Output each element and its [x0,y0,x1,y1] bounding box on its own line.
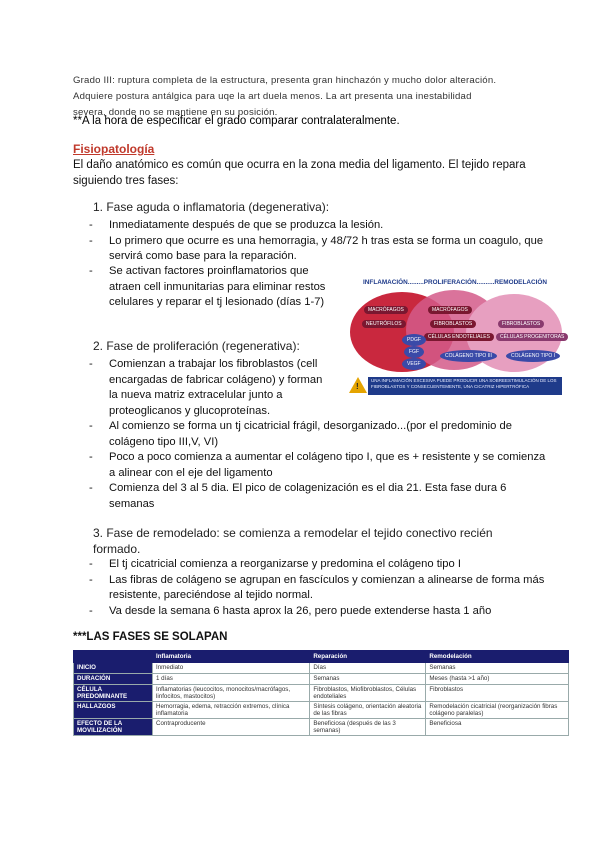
row-header: DURACIÓN [74,674,153,685]
figure-label: MACRÓFAGOS [428,306,472,314]
figure-label: FIBROBLASTOS [498,320,544,328]
table-row [74,702,569,719]
figure-footer: UNA INFLAMACIÓN EXCESIVA PUEDE PRODUCIR UNA SOBREESTIMULACIÓN DE LOS FIBROBLASTOS Y CONSECUENTEMENTE, UNA CICATRIZ HIPERTRÓFICA [368,377,562,395]
list-item: - Lo primero que ocurre es una hemorragia, y 48/72 h tras esta se forma un coagulo, que servirá como base para la reparación. [89,234,549,265]
table-row [74,674,569,685]
table-header: Inflamatoria [153,651,310,663]
figure-label: NEUTRÓFILOS [362,320,406,328]
table-cell: 1 días [153,674,310,685]
grade-line-1: Grado III: ruptura completa de la estructura, presenta gran hinchazón y mucho dolor alteración. [73,75,497,86]
table-cell: Síntesis colágeno, orientación aleatoria de las fibras [310,702,426,719]
table-cell: Meses (hasta >1 año) [426,674,569,685]
row-header: INICIO [74,663,153,674]
table-cell: Beneficiosa [426,719,569,736]
table-cell: Remodelación cicatricial (reorganización fibras colágeno paralelas) [426,702,569,719]
table-cell: Fibroblastos, Miofibroblastos, Células endoteliales [310,685,426,702]
section-title: Fisiopatología [73,142,155,156]
list-item: - Comienza del 3 al 5 dia. El pico de colagenización es el dia 21. Esta fase dura 6 semanas [89,481,549,512]
table-cell: Semanas [310,674,426,685]
phase-1-list [89,218,549,265]
exclamation-icon: ! [356,382,359,391]
table-cell: Beneficiosa (después de las 3 semanas) [310,719,426,736]
figure-label: VEGF [402,358,426,370]
list-item: - Va desde la semana 6 hasta aprox la 26, pero puede extenderse hasta 1 año [89,604,549,620]
table-header: Remodelación [426,651,569,663]
figure-label: MACRÓFAGOS [364,306,408,314]
table-header [74,651,153,663]
table-cell: Contraproducente [153,719,310,736]
table-cell: Días [310,663,426,674]
list-item: - El tj cicatricial comienza a reorganizarse y predomina el colágeno tipo I [89,557,549,573]
phase-3-title: 3. Fase de remodelado: se comienza a remodelar el tejido conectivo recién formado. [93,526,493,556]
phases-table [73,650,569,736]
phase-2-list [89,419,549,513]
overlap-heading: ***LAS FASES SE SOLAPAN [73,631,228,643]
list-item: - Inmediatamente después de que se produzca la lesión. [89,218,549,234]
figure-label: CÉLULAS PROGENITORAS [496,333,568,341]
row-header: HALLAZGOS [74,702,153,719]
list-item: - Poco a poco comienza a aumentar el colágeno tipo I, que es + resistente y se comienza a alinear con el eje del ligamento [89,450,549,481]
figure-label: COLÁGENO TIPO I [506,350,560,362]
phase-2-list-narrow [89,357,329,419]
table-cell: Inflamatorias (leucocitos, monocitos/macrófagos, linfocitos, mastocitos) [153,685,310,702]
phase-1-title: 1. Fase aguda o inflamatoria (degenerativa): [93,200,330,214]
list-item: - Comienzan a trabajar los fibroblastos (cell encargadas de fabricar colágeno) y forman la nueva matriz extracelular junto a proteoglicanos y glucoproteínas. [89,357,329,419]
grade-line-2: Adquiere postura antálgica para uqe la art duela menos. La art presenta una inestabilidad [73,91,472,102]
row-header: CÉLULA PREDOMINANTE [74,685,153,702]
list-item: - Al comienzo se forma un tj cicatricial frágil, desorganizado...(por el predominio de colágeno tipo III,V, VI) [89,419,549,450]
table-cell: Hemorragia, edema, retracción extremos, clínica inflamatoria [153,702,310,719]
figure-label: FGF [404,346,424,358]
phase-1-list-narrow [89,264,329,311]
table-header: Reparación [310,651,426,663]
figure-header: INFLAMACIÓN.........PROLIFERACIÓN..........REMODELACIÓN [363,279,547,286]
figure-label: FIBROBLASTOS [430,320,476,328]
figure-label: PDGF [402,334,426,346]
figure-label: COLÁGENO TIPO III [440,350,497,362]
phase-3-list [89,557,549,619]
table-cell: Inmediato [153,663,310,674]
healing-phases-figure [346,276,564,396]
table-cell: Fibroblastos [426,685,569,702]
grade-paragraph [73,73,543,121]
table-row [74,685,569,702]
contralateral-note: **A la hora de especificar el grado comparar contralateralmente. [73,115,400,127]
table-row [74,719,569,736]
grade-line-3: severa, donde no se mantiene en su posición. [73,107,278,118]
list-item: - Las fibras de colágeno se agrupan en fascículos y comienzan a alinearse de forma más resistente, pareciéndose al tejido normal. [89,573,549,604]
figure-label: CÉLULAS ENDOTELIALES [424,333,494,341]
phase-2-title: 2. Fase de proliferación (regenerativa): [93,339,300,353]
row-header: EFECTO DE LA MOVILIZACIÓN [74,719,153,736]
table-cell: Semanas [426,663,569,674]
intro-paragraph: El daño anatómico es común que ocurra en la zona media del ligamento. El tejido repara siguiendo tres fases: [73,159,526,187]
list-item: - Se activan factores proinflamatorios que atraen cell inmunitarias para eliminar restos celulares y reparar el tj lesionado (días 1-7) [89,264,329,311]
table-row [74,663,569,674]
table-header-row [74,651,569,663]
